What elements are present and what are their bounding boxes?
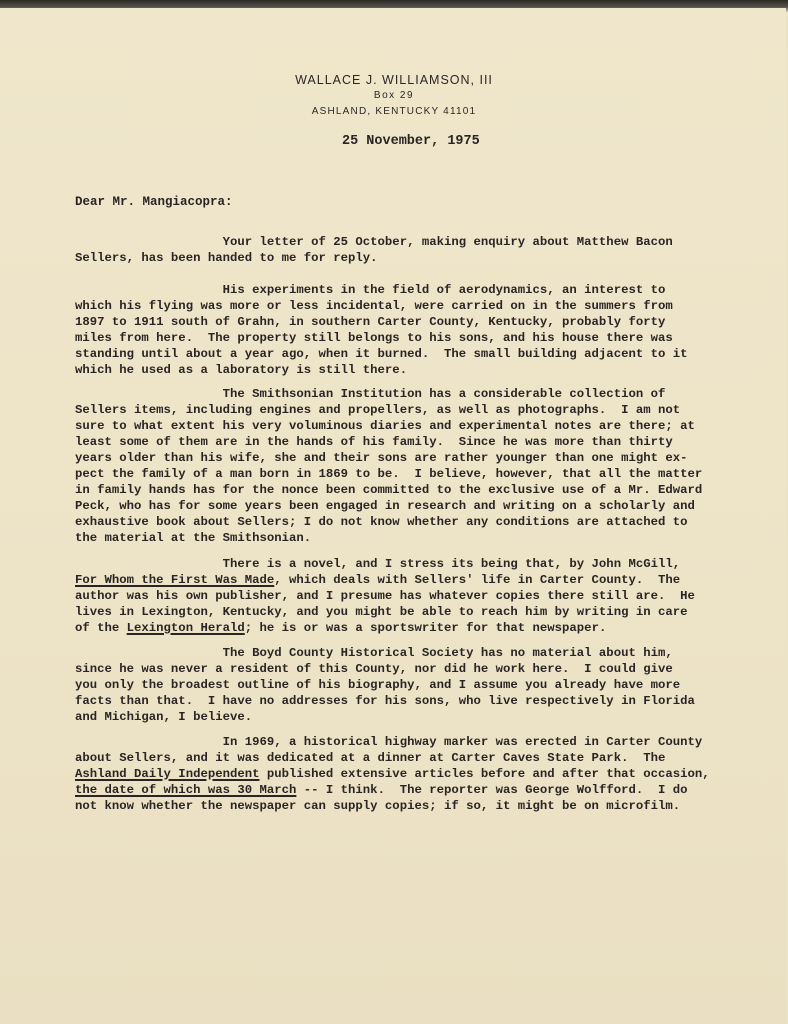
- text-line: The Boyd County Historical Society has no material about him,: [75, 646, 673, 660]
- text-line: published extensive articles before and after that occasion,: [259, 767, 710, 781]
- text-line: In 1969, a historical highway marker was erected in Carter County: [75, 735, 703, 749]
- text-line: Sellers, has been handed to me for reply.: [75, 251, 378, 265]
- text-line: and Michigan, I believe.: [75, 710, 253, 724]
- text-line: , which deals with Sellers' life in Carter County. The: [274, 573, 681, 587]
- text-line: The Smithsonian Institution has a considerable collection of: [75, 387, 666, 401]
- letterhead-city: ASHLAND, KENTUCKY 41101: [311, 106, 477, 117]
- paragraph-1: [75, 234, 745, 266]
- text-line: which he used as a laboratory is still there.: [75, 363, 408, 377]
- text-line: miles from here. The property still belongs to his sons, and his house there was: [75, 331, 673, 345]
- newspaper-title: Lexington Herald: [126, 621, 245, 635]
- text-line: years older than his wife, she and their sons are rather younger than one might ex-: [75, 451, 688, 465]
- text-line: standing until about a year ago, when it burned. The small building adjacent to it: [75, 347, 688, 361]
- text-line: -- I think. The reporter was George Wolfford. I do: [296, 783, 688, 797]
- text-line: of the: [75, 621, 127, 635]
- text-line: sure to what extent his very voluminous diaries and experimental notes are there; at: [75, 419, 695, 433]
- book-title: For Whom the First Was Made: [75, 573, 275, 587]
- text-line: since he was never a resident of this County, nor did he work here. I could give: [75, 662, 673, 676]
- newspaper-title: Ashland Daily Independent: [75, 767, 260, 781]
- text-line: Your letter of 25 October, making enquiry about Matthew Bacon: [75, 235, 673, 249]
- text-line: ; he is or was a sportswriter for that newspaper.: [244, 621, 607, 635]
- paragraph-6: [75, 734, 745, 814]
- text-line: pect the family of a man born in 1869 to be. I believe, however, that all the matter: [75, 467, 703, 481]
- salutation: Dear Mr. Mangiacopra:: [75, 195, 233, 209]
- text-line: the material at the Smithsonian.: [75, 531, 312, 545]
- text-line: which his flying was more or less incidental, were carried on in the summers from: [75, 299, 673, 313]
- text-line: Sellers items, including engines and propellers, as well as photographs. I am not: [75, 403, 681, 417]
- text-line: about Sellers, and it was dedicated at a dinner at Carter Caves State Park. The: [75, 751, 666, 765]
- text-line: in family hands has for the nonce been committed to the exclusive use of a Mr. Edward: [75, 483, 703, 497]
- text-line: you only the broadest outline of his biography, and I assume you already have more: [75, 678, 681, 692]
- text-line: author was his own publisher, and I presume has whatever copies there still are. He: [75, 589, 695, 603]
- text-line: Peck, who has for some years been engaged in research and writing on a scholarly and: [75, 499, 695, 513]
- text-line: lives in Lexington, Kentucky, and you might be able to reach him by writing in care: [75, 605, 688, 619]
- letterhead-name: WALLACE J. WILLIAMSON, III: [295, 73, 493, 87]
- text-line: exhaustive book about Sellers; I do not know whether any conditions are attached to: [75, 515, 688, 529]
- paragraph-3: [75, 386, 745, 546]
- letterhead-box: Box 29: [373, 90, 415, 101]
- paragraph-5: [75, 645, 745, 725]
- text-line: not know whether the newspaper can supply copies; if so, it might be on microfilm.: [75, 799, 681, 813]
- text-line: least some of them are in the hands of his family. Since he was more than thirty: [75, 435, 673, 449]
- text-line: 1897 to 1911 south of Grahn, in southern Carter County, Kentucky, probably forty: [75, 315, 666, 329]
- underlined-date: the date of which was 30 March: [75, 783, 297, 797]
- letter-date: 25 November, 1975: [342, 134, 480, 149]
- paragraph-4: [75, 556, 745, 636]
- letter-page: [0, 8, 786, 1024]
- text-line: There is a novel, and I stress its being that, by John McGill,: [75, 557, 681, 571]
- text-line: His experiments in the field of aerodynamics, an interest to: [75, 283, 666, 297]
- text-line: facts than that. I have no addresses for his sons, who live respectively in Florida: [75, 694, 695, 708]
- paragraph-2: [75, 282, 745, 378]
